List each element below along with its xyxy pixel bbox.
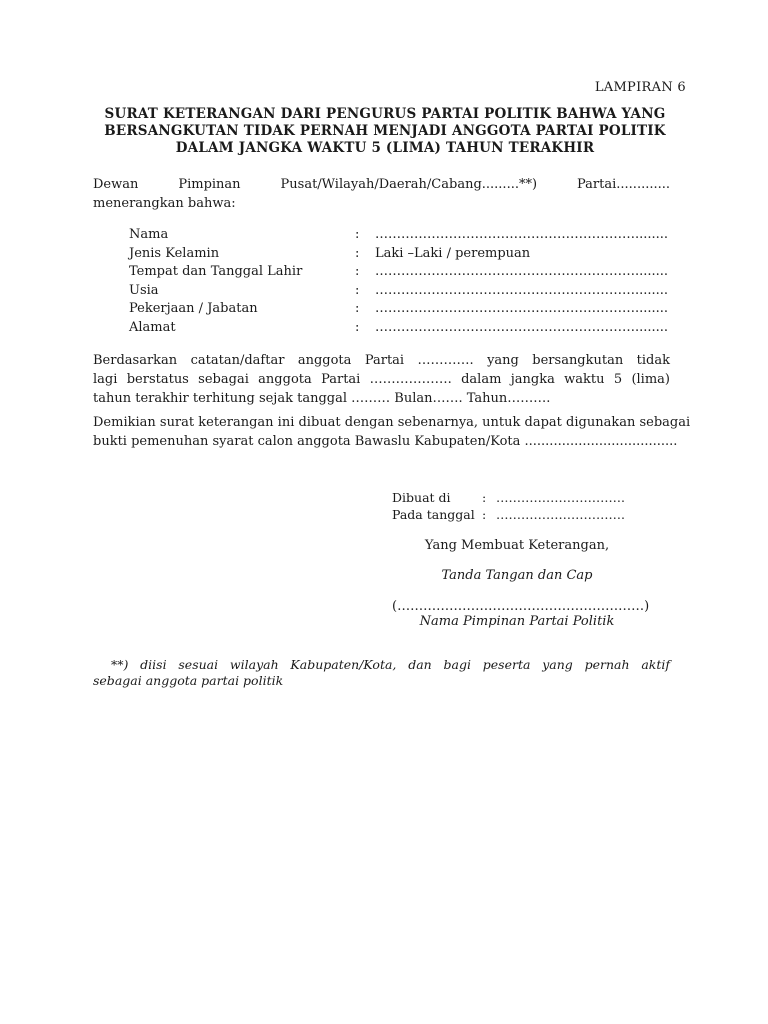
intro-line [93, 175, 670, 194]
field-colon: : [355, 227, 360, 242]
signature-name-blank: (…………………………………………………) [392, 599, 650, 614]
paragraph-line: bukti pemenuhan syarat calon anggota Bawaslu Kabupaten/Kota ..................................... [93, 434, 678, 449]
made-value-blank: …………………………. [496, 490, 625, 505]
footnote-line: sebagai anggota partai politik [93, 673, 284, 688]
made-label: Pada tanggal [392, 507, 475, 522]
paragraph-line: lagi berstatus sebagai anggota Partai ………………. dalam jangka waktu 5 (lima) [93, 372, 670, 387]
field-label: Nama [129, 227, 169, 242]
title-line: BERSANGKUTAN TIDAK PERNAH MENJADI ANGGOTA PARTAI POLITIK [104, 123, 666, 139]
signature-stamp-note: Tanda Tangan dan Cap [441, 568, 593, 583]
made-row-date [392, 506, 625, 523]
field-colon: : [355, 245, 360, 261]
field-row-usia [129, 282, 668, 301]
field-value-blank: ……………………………………………………........ [375, 301, 669, 317]
field-colon: : [355, 301, 360, 317]
title-line: DALAM JANGKA WAKTU 5 (LIMA) TAHUN TERAKHIR [175, 140, 595, 156]
document-title [90, 106, 680, 157]
intro-line: menerangkan bahwa: [93, 196, 236, 211]
closing-paragraph [93, 413, 691, 451]
footnote [93, 657, 670, 689]
field-value-blank: ……………………………………………………........ [375, 282, 669, 298]
field-colon: : [355, 282, 360, 298]
intro-word: Partai............. [577, 177, 670, 192]
field-row-alamat [129, 319, 668, 338]
field-value-blank: ……………………………………………………........ [375, 227, 669, 242]
field-value-blank: ……………………………………………………........ [375, 319, 669, 335]
intro-paragraph [93, 175, 670, 213]
intro-word: Dewan [93, 177, 139, 192]
field-label: Alamat [129, 319, 176, 335]
field-row-jenis-kelamin [129, 245, 668, 264]
field-label: Usia [129, 282, 159, 298]
field-value-gender: Laki –Laki / perempuan [375, 245, 531, 261]
paragraph-line: Berdasarkan catatan/daftar anggota Partai …………. yang bersangkutan tidak [93, 353, 670, 368]
made-row-place [392, 489, 625, 506]
field-row-tempat-tanggal-lahir [129, 263, 668, 282]
intro-word: Pusat/Wilayah/Daerah/Cabang.........**) [280, 177, 538, 192]
statement-paragraph [93, 351, 670, 408]
signature-heading: Yang Membuat Keterangan, [424, 538, 610, 553]
attachment-label: LAMPIRAN 6 [594, 80, 686, 95]
field-value-blank: ……………………………………………………........ [375, 264, 669, 280]
field-colon: : [355, 264, 360, 280]
field-row-pekerjaan [129, 300, 668, 319]
intro-word: Pimpinan [178, 177, 241, 192]
made-value-blank: …………………………. [496, 507, 625, 522]
identity-fields [129, 226, 668, 338]
field-label: Tempat dan Tanggal Lahir [129, 264, 303, 280]
field-label: Pekerjaan / Jabatan [129, 301, 258, 317]
field-label: Jenis Kelamin [129, 245, 220, 261]
footnote-line: **) diisi sesuai wilayah Kabupaten/Kota, dan bagi peserta yang pernah aktif [111, 657, 670, 672]
title-line: SURAT KETERANGAN DARI PENGURUS PARTAI POLITIK BAHWA YANG [104, 106, 666, 122]
made-colon: : [482, 507, 487, 522]
paragraph-line: tahun terakhir terhitung sejak tanggal ……… Bulan……. Tahun………. [93, 391, 551, 406]
made-colon: : [482, 490, 487, 505]
paragraph-line: Demikian surat keterangan ini dibuat dengan sebenarnya, untuk dapat digunakan sebagai [93, 415, 691, 430]
field-colon: : [355, 319, 360, 335]
signature-name-label: Nama Pimpinan Partai Politik [419, 614, 615, 629]
made-label: Dibuat di [392, 490, 451, 505]
field-row-nama [129, 226, 668, 245]
place-date-block [392, 489, 625, 523]
